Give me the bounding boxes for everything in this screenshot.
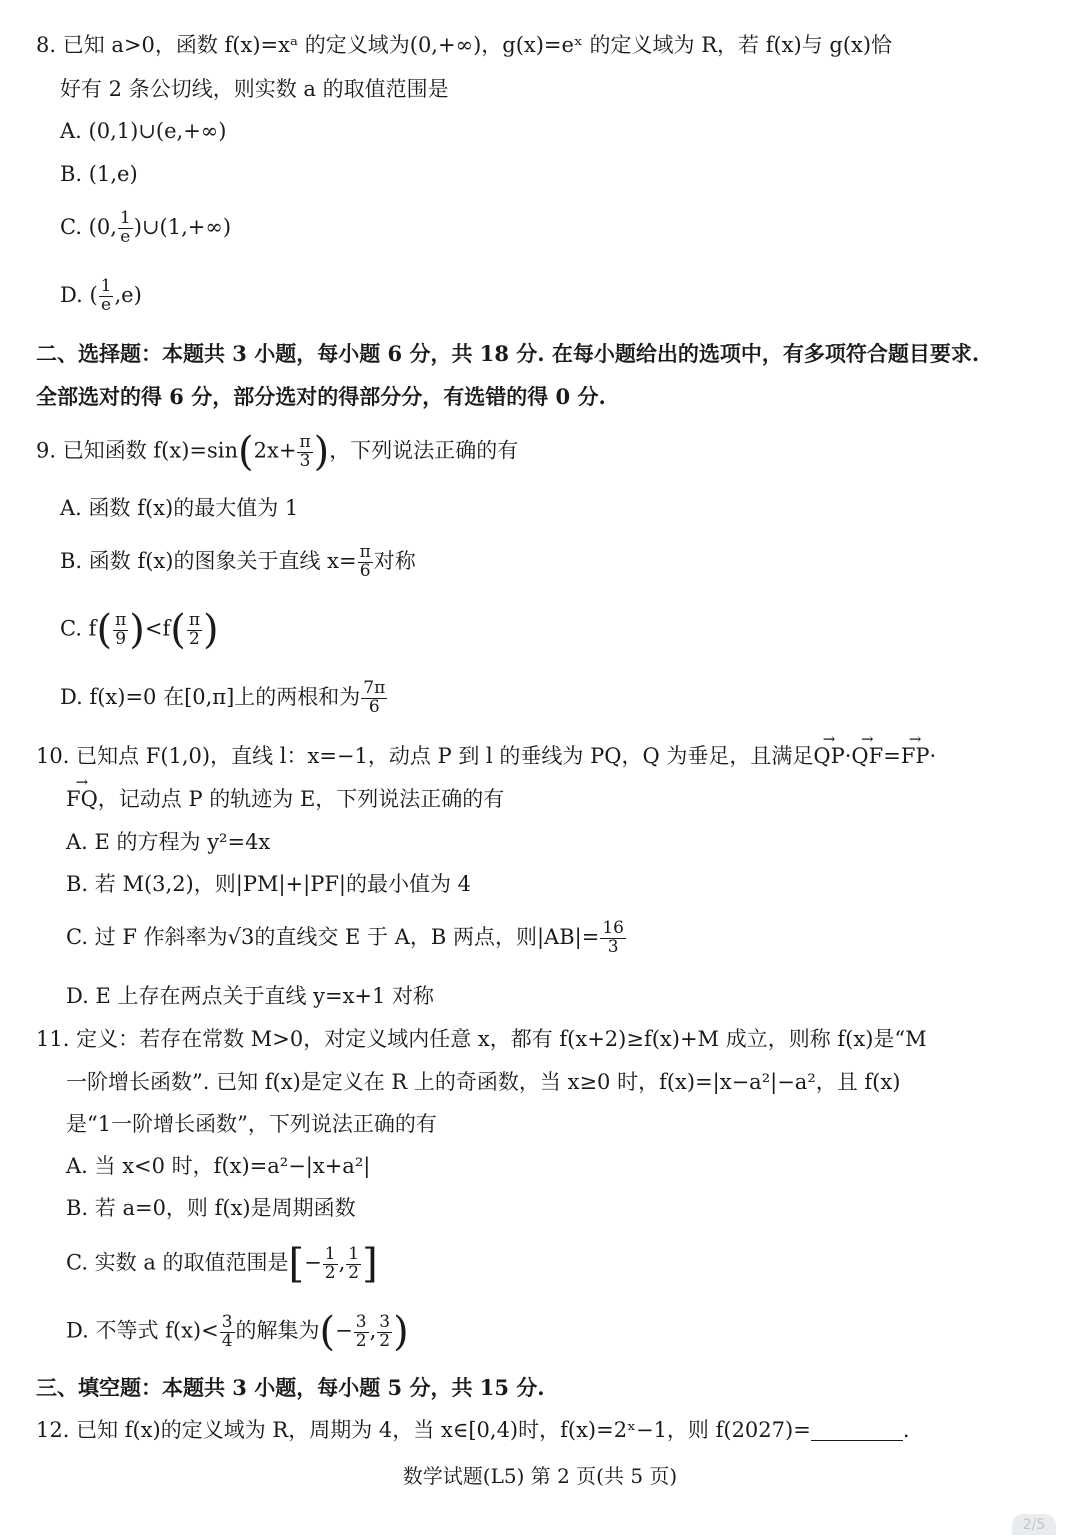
q11-stem-line1: 11. 定义：若存在常数 M>0，对定义域内任意 x，都有 f(x+2)≥f(x)+M 成立，则称 f(x)是“M [36, 1027, 927, 1051]
q10-line2-post: ，记动点 P 的轨迹为 E，下列说法正确的有 [97, 787, 505, 811]
dot-operator: · [929, 744, 937, 768]
fraction [99, 278, 114, 315]
denominator: 3 [299, 450, 311, 471]
q9-stem-post: ，下列说法正确的有 [329, 438, 519, 463]
numerator: π [115, 609, 127, 630]
fraction [323, 1243, 338, 1283]
page-indicator-badge: 2/5 [1012, 1514, 1056, 1535]
q11-stem-line2: 一阶增长函数”. 已知 f(x)是定义在 R 上的奇函数，当 x≥0 时，f(x)=|x−a²|−a²，且 f(x) [66, 1070, 901, 1094]
q9-d-pre: D. f(x)=0 在[0,π]上的两根和为 [60, 684, 361, 709]
dot-operator: · [844, 744, 852, 768]
section2-heading-line2: 全部选对的得 6 分，部分选对的得部分分，有选错的得 0 分. [36, 384, 606, 409]
answer-blank[interactable] [811, 1420, 903, 1441]
fraction [297, 431, 312, 471]
q9-c-mid: <f [144, 616, 171, 641]
q10-c-pre: C. 过 F 作斜率为√3的直线交 E 于 A，B 两点，则|AB|= [66, 924, 600, 949]
numerator: 3 [379, 1311, 391, 1332]
q11-c-pre: C. 实数 a 的取值范围是 [66, 1250, 289, 1275]
q8-stem-line1: 8. 已知 a>0，函数 f(x)=xᵃ 的定义域为(0,+∞)，g(x)=eˣ 的定义域为 R，若 f(x)与 g(x)恰 [36, 33, 893, 57]
period: . [902, 1418, 910, 1442]
denominator: 6 [359, 560, 371, 581]
paren-open: ( [319, 1309, 336, 1355]
fraction [346, 1243, 361, 1283]
numerator: 1 [348, 1243, 360, 1264]
numerator: 1 [119, 208, 131, 228]
q11-d-pre: D. 不等式 f(x)< [66, 1318, 219, 1343]
q11-stem-line3: 是“1一阶增长函数”，下列说法正确的有 [66, 1112, 437, 1136]
q11-option-a: A. 当 x<0 时，f(x)=a²−|x+a²| [66, 1154, 371, 1178]
vector-fq: → FQ [66, 789, 98, 810]
denominator: 2 [348, 1262, 360, 1283]
q9-option-c [60, 607, 219, 653]
paren-open: ( [238, 429, 254, 475]
q9-stem-pre: 9. 已知函数 f(x)=sin [36, 438, 239, 463]
q10-option-d: D. E 上存在两点关于直线 y=x+1 对称 [66, 984, 435, 1008]
q9-b-post: 对称 [373, 548, 416, 573]
q10-option-a: A. E 的方程为 y²=4x [66, 830, 271, 854]
paren-close: ) [129, 607, 145, 653]
q8-stem-line2: 好有 2 条公切线，则实数 a 的取值范围是 [60, 77, 449, 101]
q10-stem-line2 [66, 789, 504, 810]
denominator: 4 [221, 1330, 233, 1351]
q8-option-c [60, 210, 231, 247]
q8-d-post: ,e) [114, 282, 142, 307]
q9-stem-mid: 2x+ [253, 438, 297, 463]
fraction [118, 210, 133, 247]
paren-open: ( [170, 607, 186, 653]
bracket-open: [ [288, 1241, 305, 1287]
q10-stem-line1 [36, 746, 936, 767]
denominator: 6 [368, 696, 380, 717]
minus-sign: − [304, 1250, 322, 1275]
q9-option-b [60, 544, 416, 581]
numerator: π [188, 609, 201, 630]
comma: , [369, 1318, 377, 1343]
fraction [187, 609, 202, 649]
q8-c-post: )∪(1,+∞) [133, 214, 232, 239]
q8-d-pre: D. ( [60, 282, 98, 307]
q9-c-pre: C. f [60, 616, 97, 641]
vector-qf: → QF [851, 746, 883, 767]
q8-c-pre: C. (0, [60, 214, 117, 239]
vector-fp: → FP [901, 746, 930, 767]
fraction [358, 544, 373, 581]
q9-option-a: A. 函数 f(x)的最大值为 1 [60, 496, 299, 520]
minus-sign: − [335, 1318, 353, 1343]
denominator: e [120, 226, 131, 247]
paren-close: ) [203, 607, 219, 653]
denominator: 2 [324, 1262, 336, 1283]
q11-option-b: B. 若 a=0，则 f(x)是周期函数 [66, 1196, 356, 1220]
denominator: 9 [115, 628, 127, 649]
q9-stem [36, 429, 519, 475]
q11-d-mid: 的解集为 [235, 1318, 320, 1343]
q10-option-c [66, 920, 627, 957]
fraction [361, 680, 387, 717]
numerator: 1 [324, 1243, 336, 1264]
page-footer: 数学试题(L5) 第 2 页(共 5 页) [402, 1464, 678, 1488]
numerator: 3 [355, 1311, 367, 1332]
denominator: 2 [355, 1330, 367, 1351]
numerator: 1 [100, 276, 112, 296]
q12-text: 12. 已知 f(x)的定义域为 R，周期为 4，当 x∈[0,4)时，f(x)=2ˣ−1，则 f(2027)= [36, 1418, 811, 1442]
q8-option-a: A. (0,1)∪(e,+∞) [60, 119, 227, 143]
q8-option-b: B. (1,e) [60, 162, 138, 186]
q12-stem [36, 1420, 910, 1441]
paren-close: ) [393, 1309, 409, 1355]
numerator: π [299, 431, 311, 452]
numerator: 7π [363, 678, 386, 698]
fraction [113, 609, 128, 649]
numerator: 3 [221, 1311, 233, 1332]
denominator: 2 [379, 1330, 391, 1351]
vector-qp: → QP [813, 746, 844, 767]
denominator: 3 [607, 936, 619, 957]
bracket-close: ] [362, 1241, 378, 1287]
section2-heading-line1: 二、选择题：本题共 3 小题，每小题 6 分，共 18 分. 在每小题给出的选项中，有多项符合题目要求. [36, 341, 980, 366]
q10-line1-pre: 10. 已知点 F(1,0)，直线 l：x=−1，动点 P 到 l 的垂线为 PQ，Q 为垂足，且满足 [36, 744, 814, 768]
fraction [600, 920, 626, 957]
equals-sign: = [883, 744, 901, 768]
section3-heading: 三、填空题：本题共 3 小题，每小题 5 分，共 15 分. [36, 1375, 545, 1400]
numerator: 16 [602, 918, 624, 938]
q11-option-c [66, 1241, 378, 1287]
paren-open: ( [96, 607, 113, 653]
fraction [220, 1311, 235, 1351]
paren-close: ) [313, 429, 330, 475]
q9-option-d [60, 680, 388, 717]
numerator: π [359, 542, 371, 562]
denominator: e [101, 294, 112, 315]
q10-option-b: B. 若 M(3,2)，则|PM|+|PF|的最小值为 4 [66, 872, 472, 896]
q11-option-d [66, 1309, 409, 1355]
comma: , [338, 1250, 346, 1275]
fraction [377, 1311, 392, 1351]
q9-b-pre: B. 函数 f(x)的图象关于直线 x= [60, 548, 357, 573]
q8-option-d [60, 278, 142, 315]
denominator: 2 [189, 628, 200, 649]
fraction [354, 1311, 369, 1351]
